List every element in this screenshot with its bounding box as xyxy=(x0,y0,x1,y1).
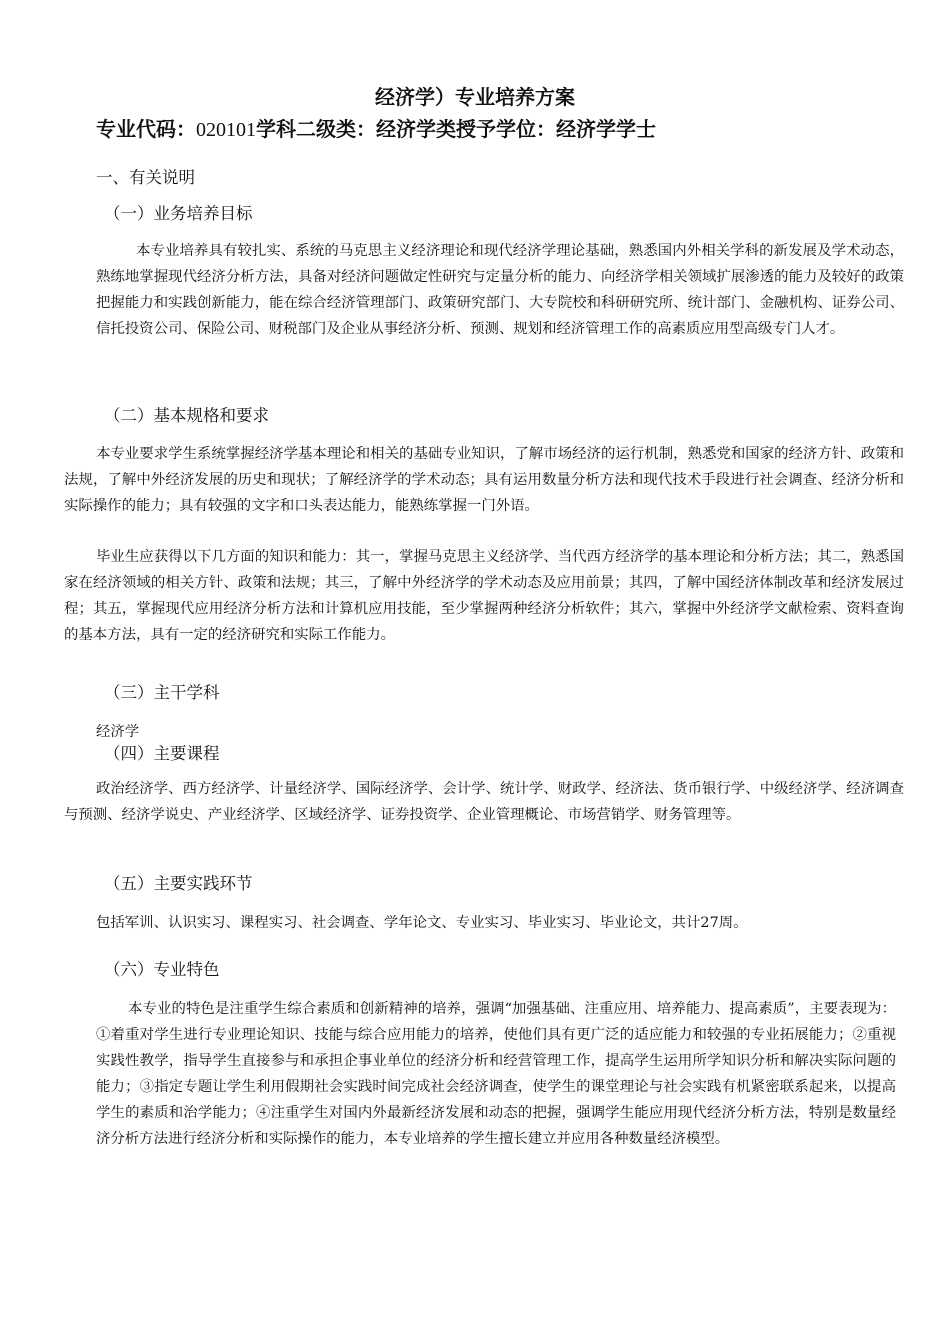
paragraph-objective: 本专业培养具有较扎实、系统的马克思主义经济理论和现代经济学理论基础，熟悉国内外相关学科的新发展及学术动态，熟练地掌握现代经济分析方法，具备对经济问题做定性研究与定量分析的能力、向经济学相关领域扩展渗透的能力及较好的政策把握能力和实践创新能力，能在综合经济管理部门、政策研究部门、大专院校和科研研究所、统计部门、金融机构、证券公司、信托投资公司、保险公司、财税部门及企业从事经济分析、预测、规划和经济管理工作的高素质应用型高级专门人才。 xyxy=(96,243,904,337)
paragraph-graduate-abilities: 毕业生应获得以下几方面的知识和能力：其一，掌握马克思主义经济学、当代西方经济学的基本理论和分析方法；其二，熟悉国家在经济领域的相关方针、政策和法规；其三，了解中外经济学的学术动态及应用前景；其四，了解中国经济体制改革和经济发展过程；其五，掌握现代应用经济分析方法和计算机应用技能，至少掌握两种经济分析软件；其六，掌握中外经济学文献检索、资料查询的基本方法，具有一定的经济研究和实际工作能力。 xyxy=(64,549,904,643)
meta-rest: 学科二级类：经济学类授予学位：经济学学士 xyxy=(256,117,656,141)
paragraph-main-courses: 政治经济学、西方经济学、计量经济学、国际经济学、会计学、统计学、财政学、经济法、货币银行学、中级经济学、经济调查与预测、经济学说史、产业经济学、区域经济学、证券投资学、企业管理概论、市场营销学、财务管理等。 xyxy=(64,781,904,823)
subsection-heading-practice: （五）主要实践环节 xyxy=(104,874,253,893)
program-meta-line xyxy=(96,115,916,144)
subsection-heading-main-courses: （四）主要课程 xyxy=(104,744,220,763)
subsection-heading-main-discipline: （三）主干学科 xyxy=(104,683,220,702)
section-heading-general: 一、有关说明 xyxy=(96,168,195,187)
paragraph-features: 本专业的特色是注重学生综合素质和创新精神的培养，强调“加强基础、注重应用、培养能力、提高素质”，主要表现为：①着重对学生进行专业理论知识、技能与综合应用能力的培养，使他们具有更广泛的适应能力和较强的专业拓展能力；②重视实践性教学，指导学生直接参与和承担企事业单位的经济分析和经营管理工作，提高学生运用所学知识分析和解决实际问题的能力；③指定专题让学生利用假期社会实践时间完成社会经济调查，使学生的课堂理论与社会实践有机紧密联系起来，以提高学生的素质和治学能力；④注重学生对国内外最新经济发展和动态的把握，强调学生能应用现代经济分析方法，特别是数量经济分析方法进行经济分析和实际操作的能力，本专业培养的学生擅长建立并应用各种数量经济模型。 xyxy=(96,1001,896,1147)
paragraph-main-discipline: 经济学 xyxy=(96,724,140,740)
subsection-heading-requirements: （二）基本规格和要求 xyxy=(104,406,269,425)
subsection-heading-objective: （一）业务培养目标 xyxy=(104,204,253,223)
paragraph-practice: 包括军训、认识实习、课程实习、社会调查、学年论文、专业实习、毕业实习、毕业论文，共计27周。 xyxy=(96,915,748,931)
paragraph-requirements: 本专业要求学生系统掌握经济学基本理论和相关的基础专业知识，了解市场经济的运行机制，熟悉党和国家的经济方针、政策和法规，了解中外经济发展的历史和现状；了解经济学的学术动态；具有运用数量分析方法和现代技术手段进行社会调查、经济分析和实际操作的能力；具有较强的文字和口头表达能力，能熟练掌握一门外语。 xyxy=(64,446,904,514)
code-value: 020101 xyxy=(196,119,256,141)
document-title: 经济学）专业培养方案 xyxy=(375,85,575,109)
code-label: 专业代码： xyxy=(96,117,196,141)
subsection-heading-features: （六）专业特色 xyxy=(104,960,220,979)
